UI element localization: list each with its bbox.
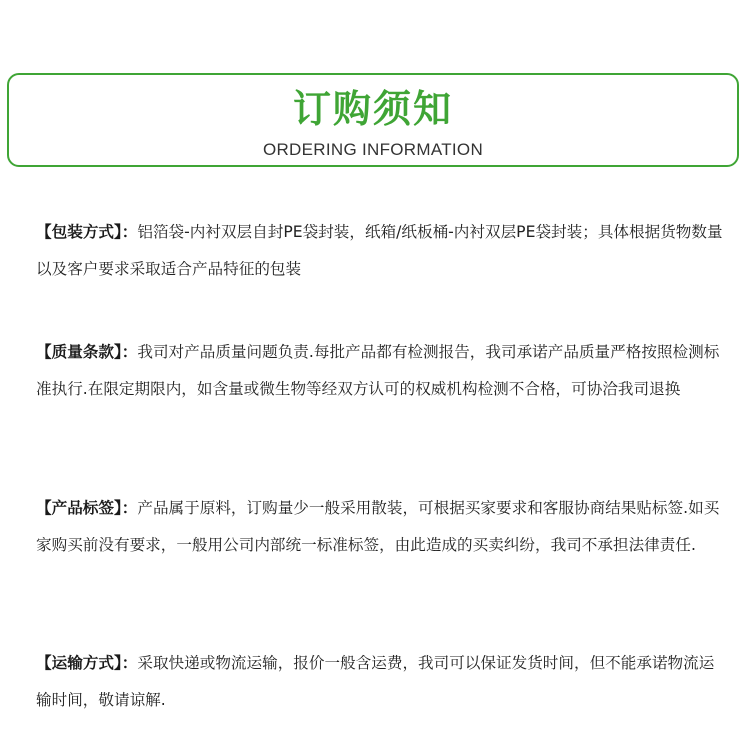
section-label: 【包装方式】： [36, 223, 138, 241]
section-shipping [36, 645, 726, 719]
header-box [7, 73, 739, 167]
section-label: 【产品标签】： [36, 499, 138, 517]
section-label: 【运输方式】： [36, 654, 138, 672]
section-label: 【质量条款】： [36, 343, 138, 361]
section-text: 产品属于原料，订购量少一般采用散装，可根据买家要求和客服协商结果贴标签.如买家购买前没有要求，一般用公司内部统一标准标签，由此造成的买卖纠纷，我司不承担法律责任. [36, 499, 720, 554]
section-quality-terms [36, 334, 726, 408]
section-text: 采取快递或物流运输，报价一般含运费，我司可以保证发货时间，但不能承诺物流运输时间，敬请谅解. [36, 654, 715, 709]
page-title: 订购须知 [292, 87, 453, 131]
section-text: 铝箔袋-内衬双层自封PE袋封装，纸箱/纸板桶-内衬双层PE袋封装；具体根据货物数量以及客户要求采取适合产品特征的包装 [36, 223, 723, 278]
section-product-label [36, 490, 726, 564]
page-subtitle: ORDERING INFORMATION [262, 140, 484, 159]
section-packaging [36, 214, 726, 288]
section-text: 我司对产品质量问题负责.每批产品都有检测报告，我司承诺产品质量严格按照检测标准执行.在限定期限内，如含量或微生物等经双方认可的权威机构检测不合格，可协洽我司退换 [36, 343, 720, 398]
